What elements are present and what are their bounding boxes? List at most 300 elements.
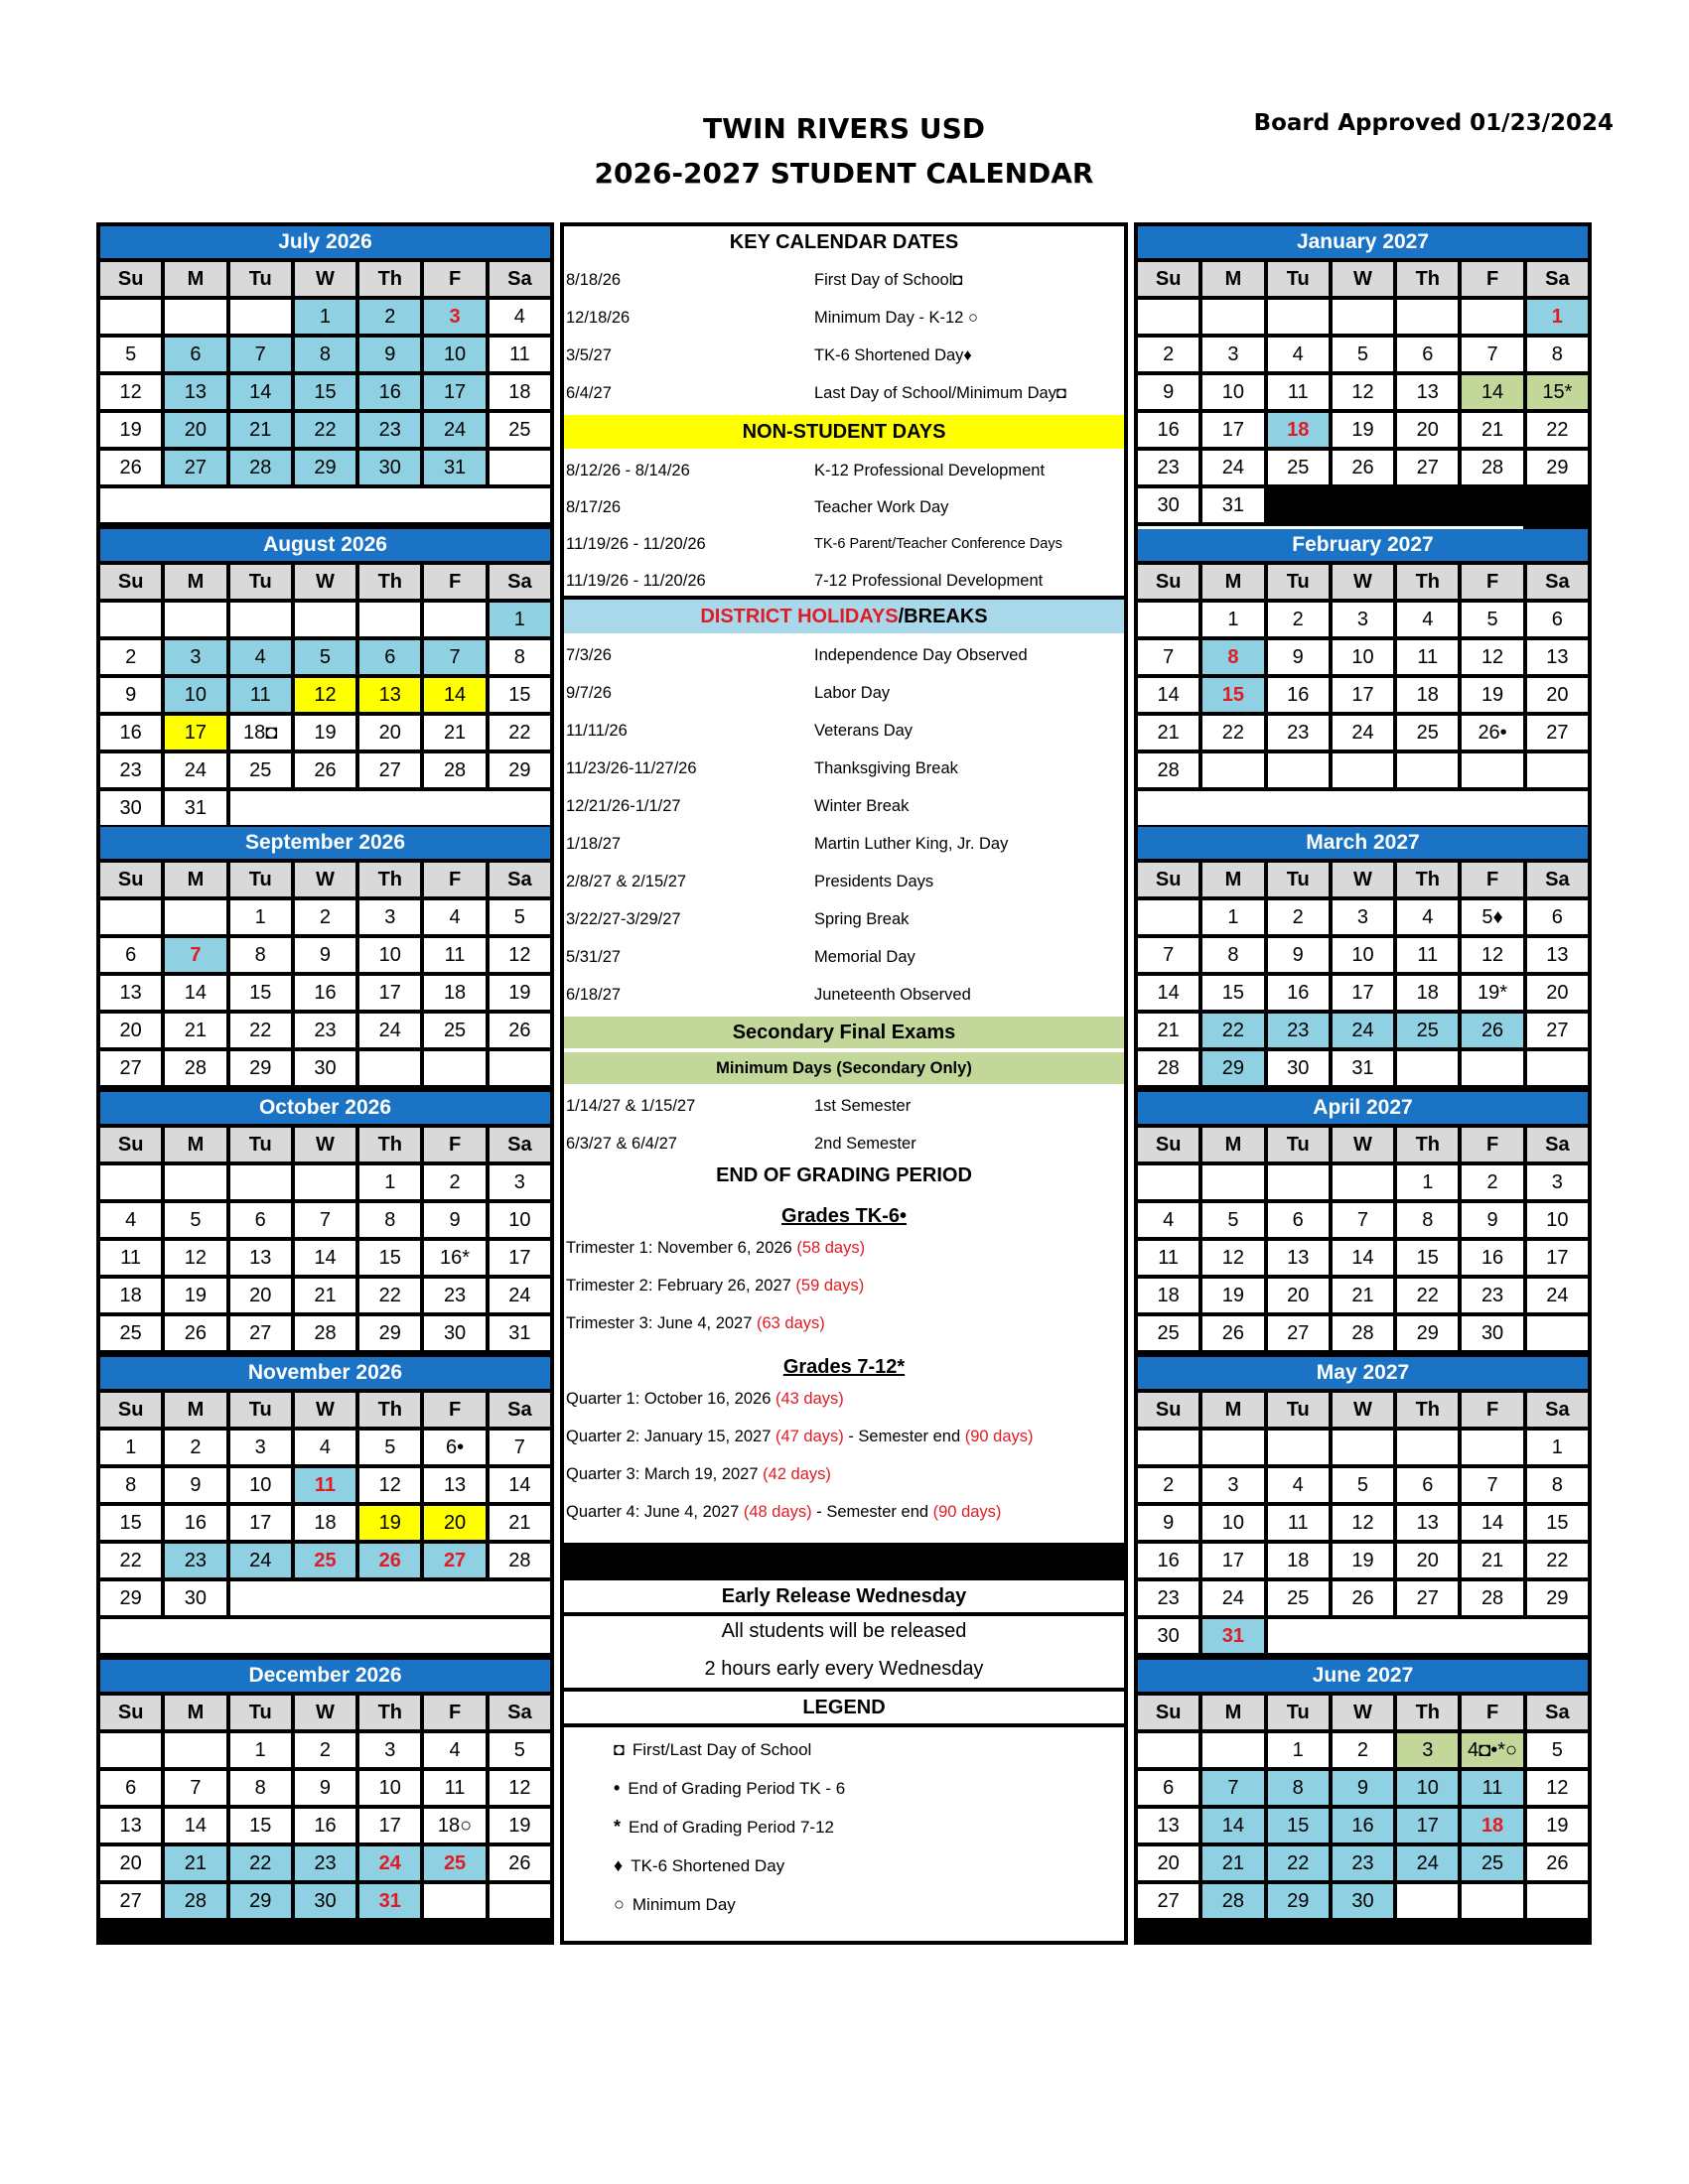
left-month-column (96, 222, 554, 1945)
day-cell: 20 (1527, 976, 1588, 1010)
month-title: October 2026 (100, 1092, 550, 1124)
day-cell: 22 (359, 1279, 420, 1312)
day-cell: 7 (1462, 1468, 1522, 1502)
semester-days: (90 days) (932, 1503, 1002, 1521)
day-cell: 2 (1462, 1165, 1522, 1199)
day-cell (1202, 300, 1263, 334)
day-cell: 20 (100, 1846, 161, 1880)
day-cell: 6 (230, 1203, 291, 1237)
day-cell: 12 (490, 1771, 550, 1805)
non-student-row (566, 526, 1122, 562)
day-cell: 29 (1397, 1316, 1458, 1350)
month-july-2026 (100, 226, 550, 526)
day-cell: 22 (100, 1544, 161, 1577)
day-cell: 17 (359, 976, 420, 1010)
day-name-header: Th (359, 1696, 420, 1729)
month-may-2027 (1138, 1357, 1588, 1657)
holiday-name: Memorial Day (814, 947, 915, 966)
day-cell: 2 (1268, 603, 1329, 636)
day-cell (1138, 1165, 1198, 1199)
day-cell: 13 (100, 1809, 161, 1843)
key-event: Minimum Day - K-12 ○ (814, 308, 978, 327)
quarter-days: (42 days) (763, 1465, 831, 1483)
day-name-header: Su (100, 863, 161, 896)
day-cell: 1 (1268, 1733, 1329, 1767)
day-cell: 10 (359, 1771, 420, 1805)
day-cell: 29 (490, 753, 550, 787)
day-name-header: Su (1138, 1696, 1198, 1729)
day-cell: 25 (295, 1544, 355, 1577)
day-cell: 13 (165, 375, 225, 409)
holidays-title (564, 600, 1124, 633)
day-cell: 13 (424, 1468, 485, 1502)
day-cell: 3 (1397, 1733, 1458, 1767)
day-name-header: W (1333, 565, 1393, 599)
day-cell: 8 (230, 938, 291, 972)
day-cell (359, 1051, 420, 1085)
day-cell: 3 (359, 900, 420, 934)
day-name-header: Th (1397, 1696, 1458, 1729)
day-cell: 25 (230, 753, 291, 787)
day-cell: 20 (359, 716, 420, 750)
day-cell: 15 (1527, 1506, 1588, 1540)
day-cell: 5 (295, 640, 355, 674)
day-name-header: Tu (230, 863, 291, 896)
day-cell: 16* (424, 1241, 485, 1275)
day-cell: 7 (165, 938, 225, 972)
quarter-text: Quarter 1: October 16, 2026 (566, 1390, 775, 1408)
day-cell: 3 (424, 300, 485, 334)
day-cell: 28 (424, 753, 485, 787)
day-cell: 22 (1202, 716, 1263, 750)
day-cell (230, 603, 291, 636)
non-student-date: 11/19/26 - 11/20/26 (566, 534, 706, 553)
key-dates-title: KEY CALENDAR DATES (729, 230, 959, 253)
legend-header-box (564, 1692, 1124, 1723)
day-cell (1397, 1051, 1458, 1085)
day-cell: 21 (165, 1014, 225, 1047)
day-cell: 19 (1202, 1279, 1263, 1312)
secondary-finals-title: Secondary Final Exams (564, 1017, 1124, 1048)
day-name-header: W (1333, 1696, 1393, 1729)
day-cell: 7 (1138, 938, 1198, 972)
day-cell: 30 (165, 1581, 225, 1615)
day-cell: 23 (1462, 1279, 1522, 1312)
day-cell: 4 (1397, 900, 1458, 934)
day-cell: 14 (424, 678, 485, 712)
day-cell (1462, 1051, 1522, 1085)
day-cell: 11 (1268, 375, 1329, 409)
legend-row (614, 1817, 834, 1838)
month-grid (100, 859, 550, 1085)
non-student-row (566, 563, 1122, 596)
day-cell: 27 (1268, 1316, 1329, 1350)
day-cell (1268, 1431, 1329, 1464)
day-name-header: Tu (1268, 565, 1329, 599)
day-cell: 9 (424, 1203, 485, 1237)
legend-body (564, 1727, 1124, 1941)
day-name-header: M (165, 1128, 225, 1161)
quarter-days: (47 days) (774, 1428, 844, 1445)
day-cell: 27 (424, 1544, 485, 1577)
day-cell: 25 (1268, 451, 1329, 484)
day-name-header: Tu (230, 1393, 291, 1427)
day-cell: 4 (295, 1431, 355, 1464)
holiday-date: 5/31/27 (566, 947, 622, 966)
month-grid (1138, 258, 1588, 560)
day-name-header: F (424, 565, 485, 599)
day-cell: 1 (1202, 900, 1263, 934)
day-cell: 24 (1202, 451, 1263, 484)
day-cell: 22 (490, 716, 550, 750)
day-cell: 7 (165, 1771, 225, 1805)
day-cell: 25 (490, 413, 550, 447)
day-cell: 1 (1397, 1165, 1458, 1199)
day-name-header: Su (1138, 1393, 1198, 1427)
legend-label: End of Grading Period 7-12 (629, 1817, 834, 1837)
day-cell: 15 (230, 976, 291, 1010)
day-cell: 30 (1268, 1051, 1329, 1085)
day-cell (1138, 791, 1588, 825)
early-release-line2: 2 hours early every Wednesday (704, 1658, 984, 1680)
legend-symbol: ◘ (614, 1739, 625, 1759)
day-cell: 19 (165, 1279, 225, 1312)
day-cell: 31 (359, 1884, 420, 1918)
day-cell (295, 603, 355, 636)
semester-end-text: - Semester end (843, 1428, 965, 1445)
day-name-header: Sa (1527, 565, 1588, 599)
holiday-date: 11/11/26 (566, 721, 628, 740)
day-cell: 23 (1333, 1846, 1393, 1880)
day-cell: 7 (490, 1431, 550, 1464)
non-student-date: 8/17/26 (566, 497, 622, 516)
right-month-column (1134, 222, 1592, 1945)
day-cell: 24 (1527, 1279, 1588, 1312)
holiday-date: 9/7/26 (566, 683, 612, 702)
day-name-header: W (1333, 262, 1393, 296)
day-cell: 12 (165, 1241, 225, 1275)
day-cell: 1 (1527, 300, 1588, 334)
day-cell (1138, 603, 1198, 636)
day-cell: 2 (424, 1165, 485, 1199)
month-grid (1138, 1124, 1588, 1350)
day-cell: 10 (230, 1468, 291, 1502)
key-event: Last Day of School/Minimum Day◘ (814, 383, 1066, 402)
day-cell: 24 (1202, 1581, 1263, 1615)
month-grid (1138, 859, 1588, 1085)
day-cell: 6 (100, 1771, 161, 1805)
legend-label: TK-6 Shortened Day (631, 1855, 785, 1875)
day-cell: 26 (1333, 451, 1393, 484)
month-march-2027 (1138, 827, 1588, 1089)
legend-symbol: * (614, 1817, 622, 1837)
day-cell (1138, 1431, 1198, 1464)
day-cell: 3 (1202, 1468, 1263, 1502)
day-cell: 17 (1202, 413, 1263, 447)
day-cell (490, 1051, 550, 1085)
calendar-title: 2026-2027 STUDENT CALENDAR (594, 157, 1094, 190)
day-cell: 14 (1138, 678, 1198, 712)
day-cell: 19 (100, 413, 161, 447)
day-cell: 12 (1202, 1241, 1263, 1275)
day-cell: 28 (230, 451, 291, 484)
day-cell: 8 (1527, 1468, 1588, 1502)
day-name-header: M (165, 565, 225, 599)
day-name-header: Tu (1268, 1128, 1329, 1161)
day-cell: 24 (1397, 1846, 1458, 1880)
day-cell: 13 (1397, 375, 1458, 409)
day-name-header: F (1462, 1696, 1522, 1729)
holiday-row (566, 751, 1122, 786)
trimester-row (566, 1277, 1122, 1296)
holiday-row (566, 675, 1122, 711)
key-date: 8/18/26 (566, 270, 622, 289)
holiday-name: Labor Day (814, 683, 891, 702)
grading-period-title: END OF GRADING PERIOD (716, 1163, 972, 1186)
key-date: 3/5/27 (566, 345, 612, 364)
day-cell: 17 (359, 1809, 420, 1843)
day-cell (1397, 300, 1458, 334)
day-cell (1462, 753, 1522, 787)
key-date-row (566, 262, 1122, 298)
holiday-date: 7/3/26 (566, 645, 612, 664)
day-cell: 4 (100, 1203, 161, 1237)
day-cell: 16 (165, 1506, 225, 1540)
day-cell: 1 (1527, 1431, 1588, 1464)
day-cell (1138, 300, 1198, 334)
day-cell: 17 (1202, 1544, 1263, 1577)
day-cell: 10 (1333, 938, 1393, 972)
day-cell: 3 (165, 640, 225, 674)
day-cell: 28 (1138, 1051, 1198, 1085)
holiday-row (566, 939, 1122, 975)
day-cell: 11 (100, 1241, 161, 1275)
day-cell (100, 1733, 161, 1767)
day-cell: 21 (1138, 716, 1198, 750)
day-cell (490, 1884, 550, 1918)
day-cell: 8 (1202, 938, 1263, 972)
key-calendar-dates-section (564, 226, 1124, 596)
day-name-header: F (424, 262, 485, 296)
day-cell: 9 (1462, 1203, 1522, 1237)
day-cell: 27 (1397, 1581, 1458, 1615)
day-cell: 3 (230, 1431, 291, 1464)
day-cell: 13 (1397, 1506, 1458, 1540)
trimester-text: Trimester 3: June 4, 2027 (566, 1314, 757, 1332)
quarter-days: (43 days) (774, 1390, 844, 1408)
day-cell (100, 603, 161, 636)
day-cell: 28 (1462, 451, 1522, 484)
month-title: July 2026 (100, 226, 550, 258)
day-cell: 5 (100, 338, 161, 371)
day-cell (1138, 1733, 1198, 1767)
day-cell: 2 (1333, 1733, 1393, 1767)
day-cell: 6 (1397, 1468, 1458, 1502)
day-cell: 18 (1397, 976, 1458, 1010)
month-title: May 2027 (1138, 1357, 1588, 1389)
day-cell: 22 (230, 1846, 291, 1880)
day-cell: 19 (359, 1506, 420, 1540)
month-title: January 2027 (1138, 226, 1588, 258)
holiday-date: 2/8/27 & 2/15/27 (566, 872, 687, 890)
day-cell: 21 (230, 413, 291, 447)
quarter-row (566, 1390, 1122, 1409)
month-grid (1138, 561, 1588, 825)
day-cell: 28 (165, 1884, 225, 1918)
day-cell: 16 (1138, 413, 1198, 447)
final-exam-date: 1/14/27 & 1/15/27 (566, 1096, 696, 1115)
day-cell (100, 900, 161, 934)
day-cell: 23 (1138, 451, 1198, 484)
day-cell: 24 (1333, 716, 1393, 750)
key-date-row (566, 300, 1122, 336)
day-cell: 5 (165, 1203, 225, 1237)
day-cell: 15 (1202, 976, 1263, 1010)
day-cell: 11 (1138, 1241, 1198, 1275)
day-cell: 23 (359, 413, 420, 447)
holidays-title-red: DISTRICT HOLIDAYS (700, 605, 899, 627)
day-cell: 4 (1268, 1468, 1329, 1502)
day-name-header: Th (359, 565, 420, 599)
day-cell: 11 (1397, 640, 1458, 674)
day-cell (1527, 1051, 1588, 1085)
day-cell: 17 (1333, 976, 1393, 1010)
day-name-header: Sa (1527, 1393, 1588, 1427)
day-cell: 15* (1527, 375, 1588, 409)
day-cell: 11 (424, 938, 485, 972)
day-cell: 26 (100, 451, 161, 484)
day-cell: 20 (230, 1279, 291, 1312)
day-cell (100, 1165, 161, 1199)
day-cell: 11 (230, 678, 291, 712)
day-cell: 9 (295, 1771, 355, 1805)
legend-label: Minimum Day (632, 1894, 736, 1914)
holiday-name: Martin Luther King, Jr. Day (814, 834, 1009, 853)
day-cell: 20 (165, 413, 225, 447)
day-cell: 26 (1462, 1014, 1522, 1047)
day-cell: 25 (1462, 1846, 1522, 1880)
day-cell (230, 1581, 550, 1615)
day-cell: 23 (165, 1544, 225, 1577)
day-cell: 15 (1397, 1241, 1458, 1275)
day-name-header: Tu (230, 262, 291, 296)
day-cell: 24 (165, 753, 225, 787)
day-cell (424, 1884, 485, 1918)
day-cell: 21 (1462, 413, 1522, 447)
day-cell (100, 488, 550, 522)
day-cell: 11 (490, 338, 550, 371)
day-cell (1333, 300, 1393, 334)
day-name-header: M (1202, 1393, 1263, 1427)
day-name-header: Sa (490, 1128, 550, 1161)
early-release-title: Early Release Wednesday (721, 1584, 967, 1607)
day-cell: 18 (1268, 1544, 1329, 1577)
day-name-header: Su (1138, 565, 1198, 599)
legend-symbol: ♦ (614, 1855, 624, 1875)
month-january-2027 (1138, 226, 1588, 526)
holiday-name: Thanksgiving Break (814, 758, 958, 777)
day-cell: 5 (359, 1431, 420, 1464)
holiday-date: 6/18/27 (566, 985, 622, 1004)
day-cell: 15 (100, 1506, 161, 1540)
day-cell: 9 (1333, 1771, 1393, 1805)
quarter-row (566, 1428, 1122, 1446)
day-cell: 27 (230, 1316, 291, 1350)
key-date: 12/18/26 (566, 308, 631, 327)
day-cell: 24 (359, 1846, 420, 1880)
board-approved-label: Board Approved 01/23/2024 (1253, 110, 1614, 136)
day-cell: 21 (165, 1846, 225, 1880)
day-cell: 31 (490, 1316, 550, 1350)
day-cell: 10 (1202, 375, 1263, 409)
day-cell: 10 (424, 338, 485, 371)
final-exam-semester: 1st Semester (814, 1096, 912, 1115)
day-name-header: Su (1138, 262, 1198, 296)
day-cell: 12 (100, 375, 161, 409)
day-name-header: F (1462, 565, 1522, 599)
day-cell: 4 (230, 640, 291, 674)
day-cell: 27 (165, 451, 225, 484)
semester-days: (90 days) (964, 1428, 1034, 1445)
day-name-header: M (165, 1393, 225, 1427)
day-name-header: F (424, 1393, 485, 1427)
day-cell: 19 (1462, 678, 1522, 712)
day-cell: 5 (1202, 1203, 1263, 1237)
month-grid (100, 561, 550, 825)
legend-label: First/Last Day of School (632, 1739, 812, 1759)
month-title: June 2027 (1138, 1660, 1588, 1692)
day-cell (424, 1051, 485, 1085)
grading-header-box (564, 1160, 1124, 1191)
trimester-text: Trimester 2: February 26, 2027 (566, 1277, 796, 1295)
day-cell (359, 603, 420, 636)
day-cell (100, 1619, 550, 1653)
day-cell: 18 (295, 1506, 355, 1540)
day-cell: 9 (1138, 1506, 1198, 1540)
trimester-days: (59 days) (795, 1277, 865, 1295)
day-cell: 6 (1397, 338, 1458, 371)
day-name-header: Tu (230, 565, 291, 599)
day-cell: 24 (359, 1014, 420, 1047)
holiday-row (566, 977, 1122, 1013)
day-name-header: W (295, 1128, 355, 1161)
day-cell (1333, 753, 1393, 787)
day-cell: 29 (1527, 451, 1588, 484)
day-cell (1527, 1884, 1588, 1918)
day-cell: 3 (1333, 900, 1393, 934)
day-cell: 20 (100, 1014, 161, 1047)
day-cell: 6 (165, 338, 225, 371)
day-cell: 17 (1397, 1809, 1458, 1843)
day-cell: 17 (165, 716, 225, 750)
day-cell: 2 (165, 1431, 225, 1464)
day-name-header: Tu (1268, 1393, 1329, 1427)
day-cell: 7 (1138, 640, 1198, 674)
day-name-header: Su (100, 1696, 161, 1729)
quarter-row (566, 1465, 1122, 1484)
day-name-header: F (1462, 1128, 1522, 1161)
day-cell: 19 (490, 1809, 550, 1843)
legend-label: End of Grading Period TK - 6 (628, 1778, 846, 1798)
month-title: February 2027 (1138, 529, 1588, 561)
early-release-body (564, 1616, 1124, 1688)
holiday-name: Veterans Day (814, 721, 914, 740)
day-cell: 19 (1527, 1809, 1588, 1843)
day-cell: 3 (1527, 1165, 1588, 1199)
day-cell: 9 (359, 338, 420, 371)
month-title: November 2026 (100, 1357, 550, 1389)
day-cell: 5 (490, 1733, 550, 1767)
